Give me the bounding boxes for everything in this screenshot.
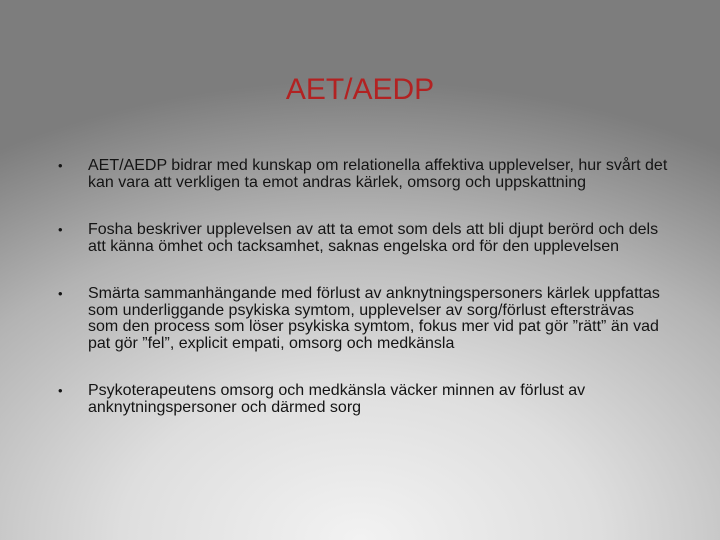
bullet-marker: •	[58, 158, 63, 173]
bullet-text: Psykoterapeutens omsorg och medkänsla väcker minnen av förlust av anknytningspersoner och därmed sorg	[88, 382, 586, 416]
bullet-list	[58, 158, 668, 447]
bullet-marker: •	[58, 383, 63, 398]
bullet-marker: •	[58, 222, 63, 237]
bullet-item	[58, 286, 668, 352]
bullet-text: AET/AEDP bidrar med kunskap om relationella affektiva upplevelser, hur svårt det kan vara att verkligen ta emot andras kärlek, omsorg och uppskattning	[88, 157, 668, 191]
slide-title: AET/AEDP	[285, 73, 435, 106]
bullet-text: Fosha beskriver upplevelsen av att ta emot som dels att bli djupt berörd och dels att känna ömhet och tacksamhet, saknas engelska ord för den upplevelsen	[88, 221, 659, 255]
bullet-item	[58, 158, 668, 191]
bullet-item	[58, 222, 668, 255]
bullet-marker: •	[58, 286, 63, 301]
bullet-item	[58, 383, 668, 416]
bullet-text: Smärta sammanhängande med förlust av anknytningspersoners kärlek uppfattas som underliggande psykiska symtom, upplevelser av sorg/förlust eftersträvas som den process som löser psykiska symtom, fokus mer vid pat gör ”rätt” än vad pat gör ”fel”, explicit empati, omsorg och medkänsla	[88, 285, 660, 352]
